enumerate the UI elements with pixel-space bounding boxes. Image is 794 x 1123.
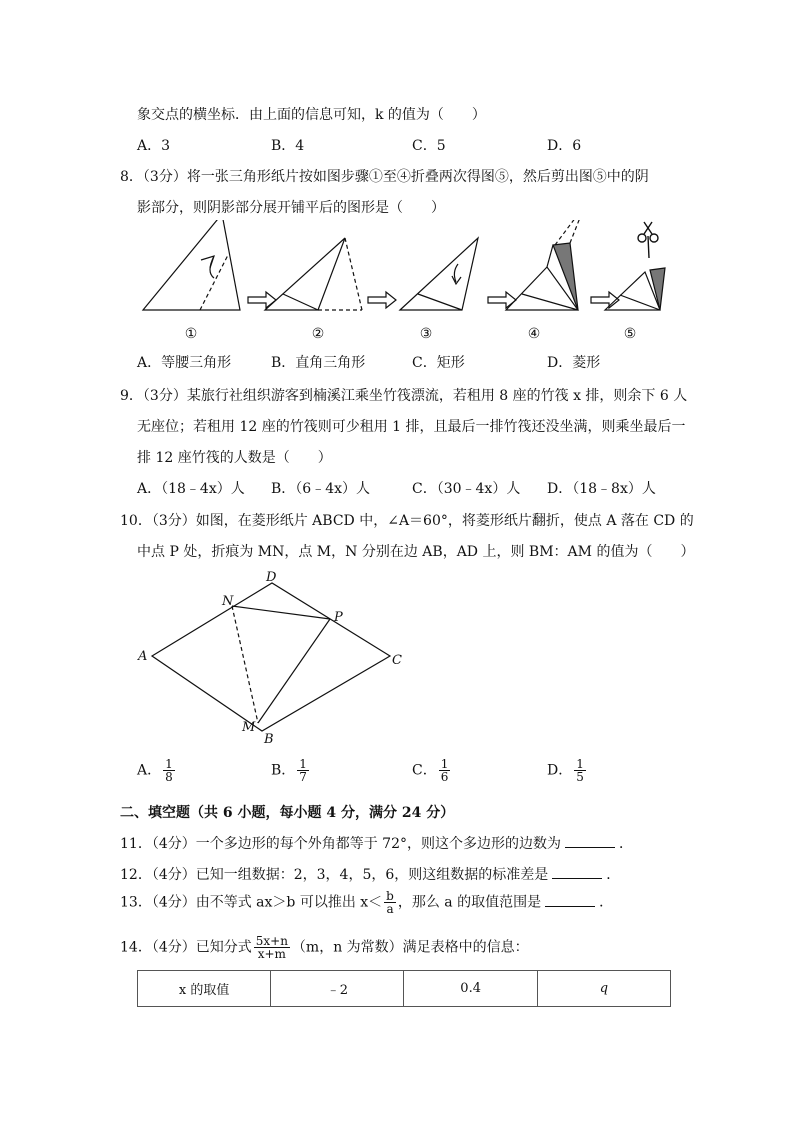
q13-answer-blank[interactable]	[545, 894, 595, 907]
point-p: P	[334, 610, 343, 625]
fig-label-3: ③	[419, 326, 433, 342]
q12: 12．（4分）已知一组数据：2，3，4，5，6，则这组数据的标准差是 ．	[120, 867, 621, 883]
point-b: B	[264, 732, 274, 747]
point-d: D	[266, 570, 277, 585]
q10-line2: 中点 P 处，折痕为 MN，点 M，N 分别在边 AB，AD 上，则 BM：AM 的值为（ ）	[137, 544, 695, 560]
q9-option-c: C．（30﹣4x）人	[412, 481, 521, 497]
q8-option-d: D．菱形	[547, 355, 601, 371]
q10-option-d: D． $\frac{1}{5}$	[547, 757, 584, 784]
section-2-heading: 二、填空题（共 6 小题，每小题 4 分，满分 24 分）	[120, 805, 455, 821]
fig-label-4: ④	[527, 326, 541, 342]
q9-line1: 9．（3分）某旅行社组织游客到楠溪江乘坐竹筏漂流，若租用 8 座的竹筏 x 排，则余下 6 人	[120, 388, 688, 404]
arrow-3-icon	[488, 292, 516, 308]
table-cell-header: x 的取值	[138, 971, 271, 1007]
q8-option-b: B．直角三角形	[271, 355, 366, 371]
rhombus-abcd	[152, 583, 390, 731]
q9-line2: 无座位；若租用 12 座的竹筏则可少租用 1 排，且最后一排竹筏还没坐满，则乘坐最后一	[137, 419, 686, 435]
fig-label-5: ⑤	[623, 326, 637, 342]
fig3-triangle	[400, 238, 478, 310]
q13: 13．（4分）由不等式 ax＞b 可以推出 x＜ $\frac{b}{a}$ ，那么 a 的取值范围是 ．	[120, 889, 614, 916]
q10-line1: 10．（3分）如图，在菱形纸片 ABCD 中，∠A＝60°，将菱形纸片翻折，使点 A 落在 CD 的	[120, 513, 694, 529]
q11: 11．（4分）一个多边形的每个外角都等于 72°，则这个多边形的边数为 ．	[120, 836, 633, 852]
table-cell: 0.4	[404, 971, 537, 1007]
q14-table	[137, 970, 671, 1007]
table-row	[138, 971, 671, 1007]
q7-option-d: D．6	[547, 138, 582, 154]
point-n: N	[222, 594, 234, 609]
q8-option-c: C．矩形	[412, 355, 465, 371]
q9-option-a: A．（18﹣4x）人	[137, 481, 245, 497]
q9-line3: 排 12 座竹筏的人数是（ ）	[137, 450, 332, 466]
fig1-triangle	[143, 220, 240, 310]
arrow-1-icon	[248, 292, 276, 308]
fig-label-2: ②	[311, 326, 325, 342]
q8-line2: 影部分，则阴影部分展开铺平后的图形是（ ）	[137, 200, 445, 216]
q7-option-b: B．4	[271, 138, 305, 154]
table-cell: q	[537, 971, 670, 1007]
q12-answer-blank[interactable]	[552, 866, 602, 879]
scissors-icon	[638, 222, 658, 258]
q10-option-a: A． $\frac{1}{8}$	[137, 757, 173, 784]
point-m: M	[242, 720, 256, 735]
q9-option-b: B．（6﹣4x）人	[271, 481, 370, 497]
q11-answer-blank[interactable]	[565, 835, 615, 848]
table-cell: ﹣2	[271, 971, 404, 1007]
arrow-2-icon	[368, 292, 396, 308]
q14: 14．（4分）已知分式 $\frac{5x+n}{x+m}$ （m，n 为常数）满足表格中的信息：	[120, 934, 529, 961]
q7-option-c: C．5	[412, 138, 446, 154]
q10-option-b: B． $\frac{1}{7}$	[271, 757, 307, 784]
q8-line1: 8．（3分）将一张三角形纸片按如图步骤①至④折叠两次得图⑤，然后剪出图⑤中的阴	[120, 169, 649, 185]
q8-option-a: A．等腰三角形	[137, 355, 232, 371]
fig-label-1: ①	[184, 326, 198, 342]
point-c: C	[392, 653, 402, 668]
q10-rhombus-figure	[0, 567, 794, 747]
q7-line1: 象交点的横坐标．由上面的信息可知，k 的值为（ ）	[137, 107, 486, 123]
q9-option-d: D．（18﹣8x）人	[547, 481, 656, 497]
q8-fold-figure	[0, 220, 794, 360]
q10-option-c: C． $\frac{1}{6}$	[412, 757, 449, 784]
fig2-shape	[265, 238, 345, 310]
point-a: A	[138, 649, 148, 664]
q7-option-a: A．3	[137, 138, 171, 154]
